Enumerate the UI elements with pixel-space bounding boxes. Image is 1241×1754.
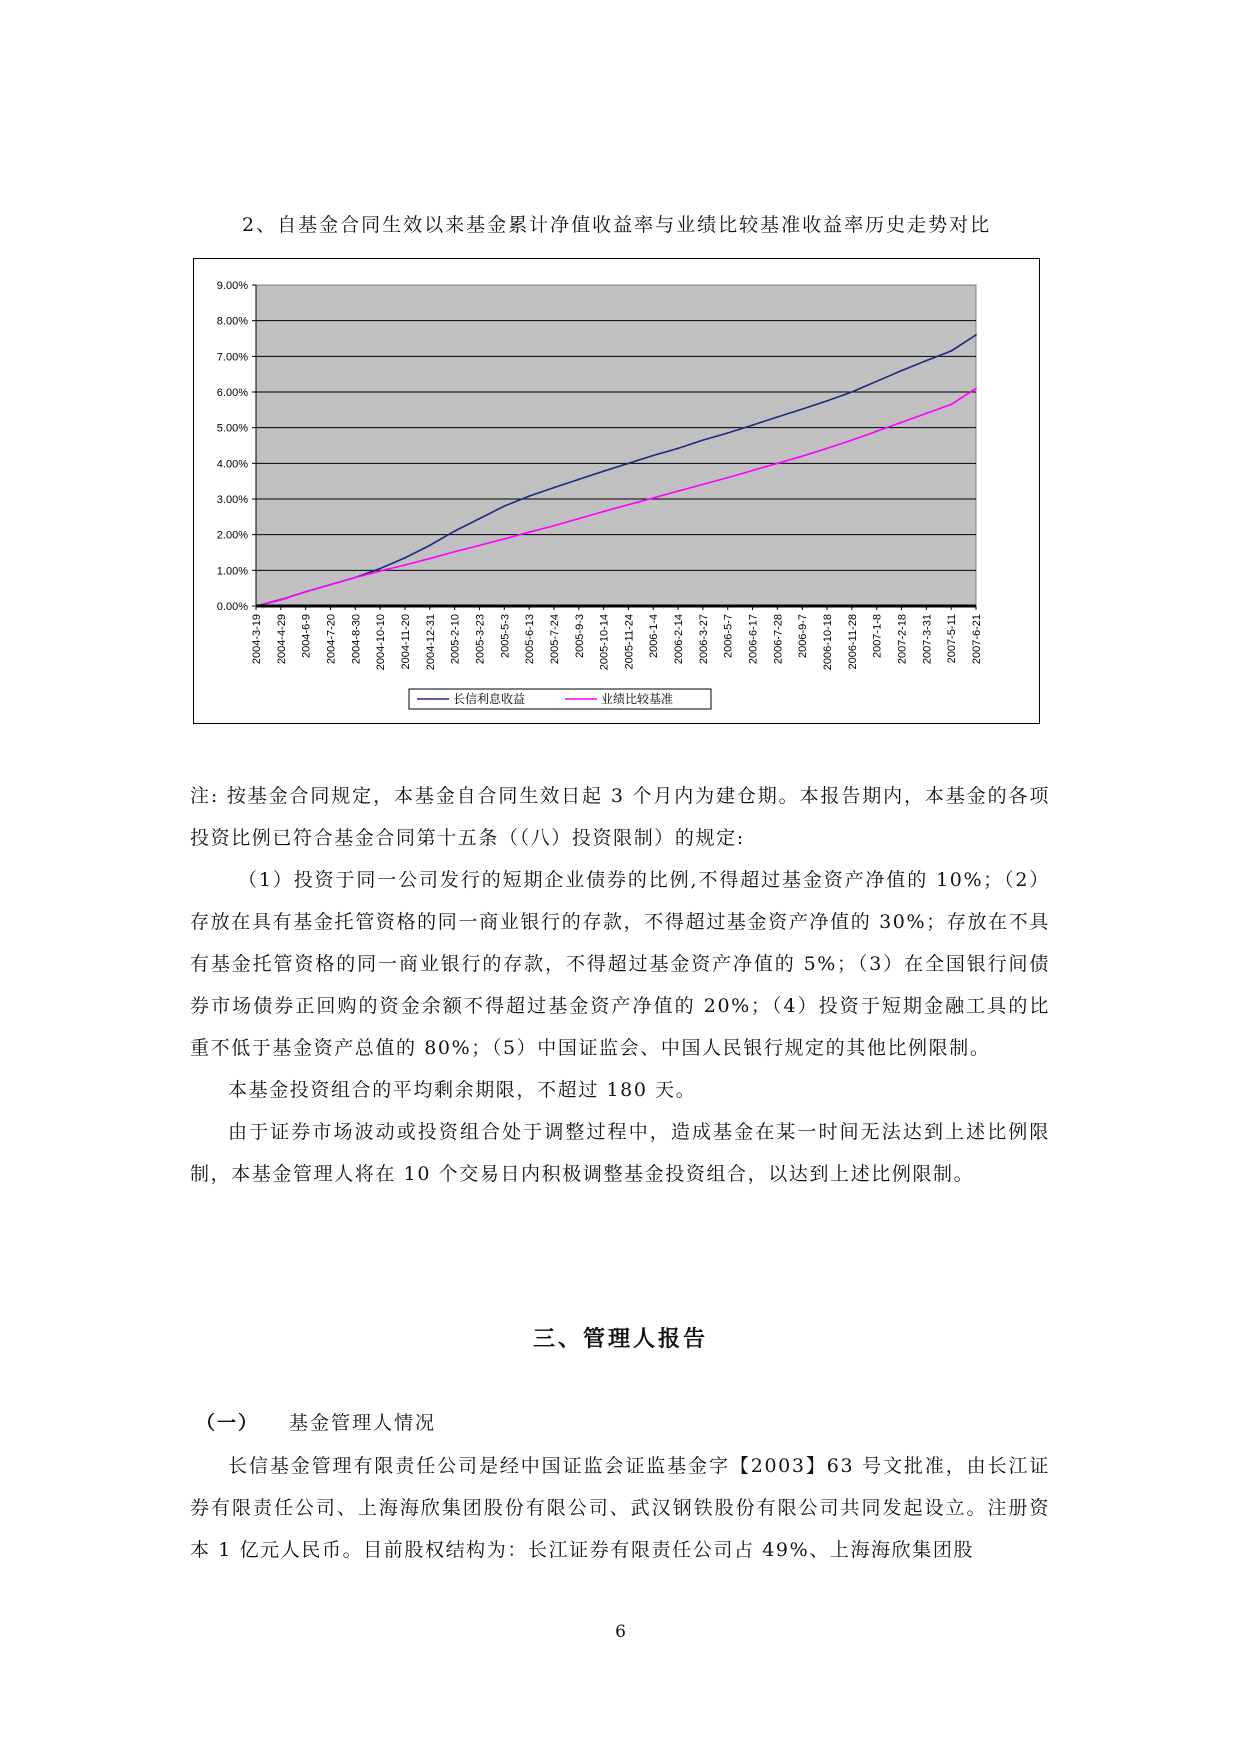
series-1-point	[702, 439, 704, 441]
series-1-point	[652, 455, 654, 457]
series-1-point	[454, 530, 456, 532]
sub-section-title: 基金管理人情况	[289, 1412, 437, 1434]
series-2-point	[752, 470, 754, 472]
x-tick-label: 2005-5-3	[499, 614, 512, 659]
x-tick-label: 2006-7-28	[772, 614, 785, 665]
series-2-point	[603, 511, 605, 513]
x-tick-label: 2007-2-18	[896, 614, 909, 665]
y-tick-label: 3.00%	[216, 494, 248, 506]
x-tick-label: 2004-7-20	[325, 614, 338, 665]
series-2-point	[330, 584, 332, 586]
sub-section-heading	[196, 1408, 436, 1435]
x-tick-label: 2006-1-4	[648, 614, 661, 659]
x-tick-label: 2005-7-24	[548, 614, 561, 665]
x-tick-label: 2006-10-18	[822, 614, 835, 671]
series-2-point	[280, 599, 282, 601]
series-2-point	[528, 531, 530, 533]
x-tick-label: 2006-9-7	[797, 614, 810, 659]
series-1-point	[603, 470, 605, 472]
series-1-point	[404, 557, 406, 559]
y-tick-label: 0.00%	[216, 601, 248, 613]
x-tick-label: 2006-6-17	[747, 614, 760, 665]
page-number: 6	[615, 1622, 626, 1642]
x-tick-label: 2004-4-29	[275, 614, 288, 665]
x-tick-label: 2004-3-19	[251, 614, 263, 665]
series-1-point	[503, 505, 505, 507]
x-tick-label: 2004-10-10	[375, 614, 388, 671]
y-tick-label: 5.00%	[216, 422, 248, 435]
x-tick-label: 2004-12-31	[424, 614, 437, 671]
line-chart	[193, 258, 1040, 724]
series-2-point	[975, 388, 977, 390]
y-tick-label: 8.00%	[216, 315, 248, 328]
series-2-point	[354, 577, 356, 579]
x-tick-label: 2007-1-8	[871, 614, 884, 659]
chart-svg	[194, 259, 1039, 723]
series-1-point	[801, 408, 803, 410]
x-tick-label: 2007-6-21	[971, 614, 983, 665]
note-paragraph-2: （1）投资于同一公司发行的短期企业债券的比例,不得超过基金资产净值的 10%；（2）存放在具有基金托管资格的同一商业银行的存款，不得超过基金资产净值的 30%；存放在不具有基金托管资格的同一商业银行的存款，不得超过基金资产净值的 5%；（3）在全国银行间债券市场债券正回购的资金余额不得超过基金资产净值的 20%；（4）投资于短期金融工具的比重不低于基金资产总值的 80%；（5）中国证监会、中国人民银行规定的其他比例限制。	[190, 869, 1050, 1059]
x-tick-label: 2004-11-20	[399, 614, 412, 670]
series-1-point	[677, 447, 679, 449]
manager-info-paragraph: 长信基金管理有限责任公司是经中国证监会证监基金字【2003】63 号文批准，由长江证券有限责任公司、上海海欣集团股份有限公司、武汉钢铁股份有限公司共同发起设立。注册资本 1 亿元人民币。目前股权结构为：长江证券有限责任公司占 49%、上海海欣集团股	[190, 1455, 1050, 1561]
series-2-point	[429, 558, 431, 560]
note-paragraph-4: 由于证券市场波动或投资组合处于调整过程中，造成基金在某一时间无法达到上述比例限制，本基金管理人将在 10 个交易日内积极调整基金投资组合，以达到上述比例限制。	[190, 1121, 1050, 1185]
series-1-point	[901, 370, 903, 372]
series-2-point	[553, 525, 555, 527]
series-2-point	[776, 462, 778, 464]
series-2-point	[454, 551, 456, 553]
series-1-point	[876, 380, 878, 382]
x-tick-label: 2005-3-23	[474, 614, 487, 665]
x-tick-label: 2007-3-31	[921, 614, 934, 665]
manager-info-block	[190, 1445, 1050, 1571]
series-2-point	[801, 455, 803, 457]
series-2-point	[826, 447, 828, 449]
series-2-point	[305, 591, 307, 593]
series-2-point	[901, 421, 903, 423]
x-tick-label: 2006-11-28	[846, 614, 859, 670]
sub-section-number: （一）	[196, 1412, 260, 1434]
x-tick-label: 2006-3-27	[697, 614, 710, 665]
legend-label-1: 长信利息收益	[453, 692, 526, 706]
series-2-point	[503, 538, 505, 540]
x-tick-label: 2004-8-30	[350, 614, 363, 665]
series-1-point	[776, 416, 778, 418]
series-2-point	[379, 570, 381, 572]
plot-area	[256, 285, 976, 606]
x-tick-label: 2005-10-14	[598, 614, 611, 671]
series-1-point	[479, 518, 481, 520]
note-paragraph-3: 本基金投资组合的平均剩余期限，不超过 180 天。	[228, 1079, 697, 1101]
series-1-point	[975, 334, 977, 336]
y-tick-label: 9.00%	[216, 280, 248, 292]
y-tick-label: 2.00%	[216, 529, 248, 542]
series-1-point	[528, 495, 530, 497]
series-1-point	[553, 487, 555, 489]
series-2-point	[578, 518, 580, 520]
chart-heading: 2、自基金合同生效以来基金累计净值收益率与业绩比较基准收益率历史走势对比	[242, 214, 992, 236]
series-2-point	[628, 504, 630, 506]
series-2-point	[727, 477, 729, 479]
x-tick-label: 2007-5-11	[946, 614, 959, 664]
series-2-point	[876, 430, 878, 432]
series-1-point	[950, 350, 952, 352]
x-tick-label: 2006-2-14	[673, 614, 686, 665]
series-2-point	[925, 413, 927, 415]
series-2-point	[652, 497, 654, 499]
series-2-point	[404, 564, 406, 566]
series-1-point	[752, 424, 754, 426]
series-2-point	[677, 490, 679, 492]
y-tick-label: 7.00%	[216, 351, 248, 364]
section-title: 三、管理人报告	[532, 1326, 708, 1352]
legend-label-2: 业绩比较基准	[601, 692, 674, 706]
series-1-point	[727, 432, 729, 434]
x-tick-label: 2005-2-10	[449, 614, 462, 665]
x-tick-label: 2006-5-7	[722, 614, 735, 659]
y-tick-label: 4.00%	[216, 458, 248, 471]
series-1-point	[925, 360, 927, 362]
x-tick-label: 2005-11-24	[623, 614, 636, 670]
series-2-point	[702, 483, 704, 485]
series-2-point	[950, 404, 952, 406]
series-1-point	[851, 391, 853, 393]
series-1-point	[578, 478, 580, 480]
series-2-point	[479, 544, 481, 546]
note-paragraph-1: 注: 按基金合同规定，本基金自合同生效日起 3 个月内为建仓期。本报告期内，本基金的各项投资比例已符合基金合同第十五条（（八）投资限制）的规定:	[190, 785, 1050, 849]
y-tick-label: 6.00%	[216, 387, 248, 399]
note-block	[190, 775, 1050, 1195]
series-1-point	[429, 544, 431, 546]
series-1-point	[379, 568, 381, 570]
x-tick-label: 2005-6-13	[524, 614, 537, 665]
series-1-point	[826, 400, 828, 402]
x-tick-label: 2005-9-3	[573, 614, 586, 659]
y-tick-label: 1.00%	[216, 565, 248, 578]
series-2-point	[851, 439, 853, 441]
series-1-point	[628, 462, 630, 464]
x-tick-label: 2004-6-9	[300, 614, 313, 659]
